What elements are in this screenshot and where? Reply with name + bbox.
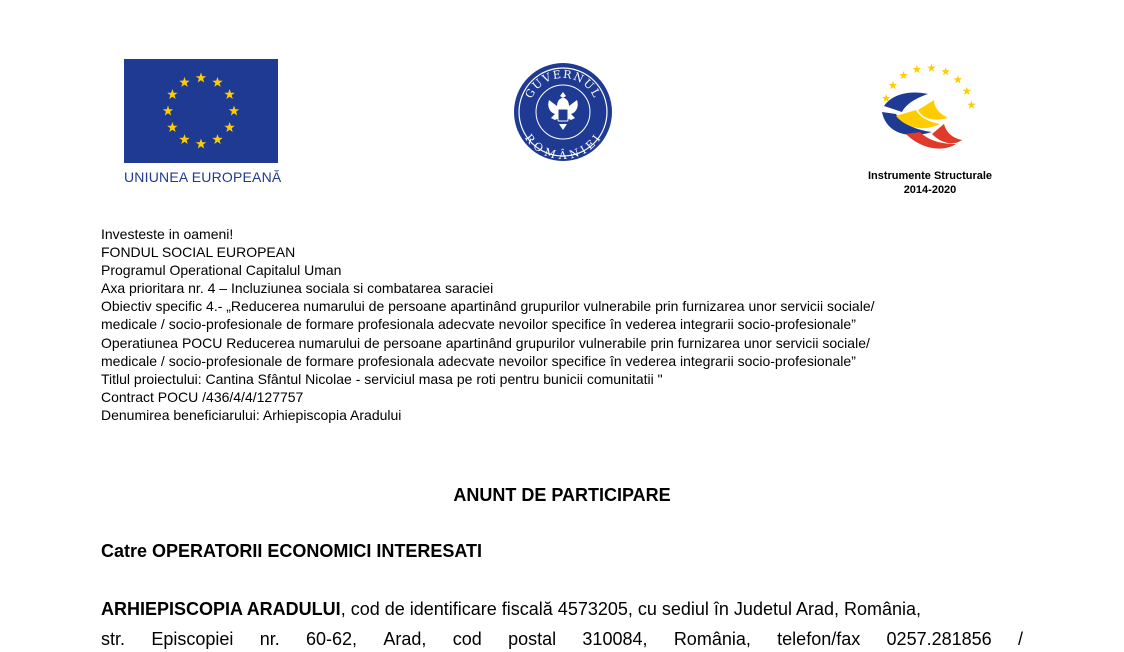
- structural-instruments-logo: [876, 60, 986, 162]
- body-word: 0257.281856: [886, 629, 992, 649]
- project-header: [101, 225, 1061, 424]
- structural-instruments-label-line2: 2014-2020: [903, 184, 957, 196]
- header-line: Obiectiv specific 4.- „Reducerea numarului de persoane apartinând grupurilor vulnerabile prin furnizarea unor servicii sociale/: [101, 298, 875, 315]
- is-star-icon: [913, 65, 922, 73]
- notice-body: [101, 594, 1023, 652]
- body-line-2: [101, 624, 1023, 652]
- is-star-icon: [967, 101, 976, 109]
- is-star-icon: [889, 81, 898, 89]
- header-line: Titlul proiectului: Cantina Sfântul Nicolae - serviciul masa pe roti pentru bunicii comunitatii ": [101, 370, 663, 387]
- header-line: Denumirea beneficiarului: Arhiepiscopia Aradului: [101, 406, 402, 423]
- eu-logo-label: UNIUNEA EUROPEANĂ: [124, 169, 282, 185]
- header-line: Programul Operational Capitalul Uman: [101, 262, 342, 279]
- is-star-icon: [899, 71, 908, 79]
- body-word: telefon/fax: [777, 629, 861, 649]
- body-word: Arad,: [383, 629, 427, 649]
- body-word: România,: [673, 629, 751, 649]
- header-line: medicale / socio-profesionale de formare profesionala adecvate nevoilor specifice în vederea integrarii socio-profesionale”: [101, 352, 856, 369]
- body-word: postal: [508, 629, 557, 649]
- notice-title: ANUNT DE PARTICIPARE: [453, 485, 671, 505]
- body-word: nr.: [259, 629, 280, 649]
- header-line: Investeste in oameni!: [101, 226, 234, 242]
- organization-name: ARHIEPISCOPIA ARADULUI: [101, 599, 341, 619]
- is-star-icon: [927, 64, 936, 72]
- header-line: Operatiunea POCU Reducerea numarului de persoane apartinând grupurilor vulnerabile prin furnizarea unor servicii sociale/: [101, 334, 870, 351]
- body-word: cod: [452, 629, 482, 649]
- body-word: 60-62,: [306, 629, 358, 649]
- header-line: medicale / socio-profesionale de formare profesionala adecvate nevoilor specifice în vederea integrarii socio-profesionale”: [101, 316, 856, 333]
- is-star-icon: [941, 67, 950, 75]
- body-word: str.: [101, 629, 126, 649]
- body-word: 310084,: [582, 629, 648, 649]
- body-line-1: [101, 594, 1023, 624]
- is-star-icon: [963, 87, 972, 95]
- header-line: Contract POCU /436/4/4/127757: [101, 388, 304, 405]
- header-line: FONDUL SOCIAL EUROPEAN: [101, 244, 296, 261]
- notice-addressee: Catre OPERATORII ECONOMICI INTERESATI: [101, 541, 483, 561]
- seal-text-bottom: ROMÂNIEI: [522, 131, 605, 162]
- structural-instruments-label: [850, 169, 1010, 197]
- body-line-1-text: , cod de identificare fiscală 4573205, cu sediul în Judetul Arad, România,: [340, 599, 922, 619]
- seal-text-top: GUVERNUL: [522, 67, 604, 101]
- structural-instruments-label-line1: Instrumente Structurale: [867, 170, 993, 182]
- eu-flag-logo: [124, 59, 278, 163]
- is-star-icon: [954, 75, 963, 83]
- government-seal-logo: [513, 62, 613, 162]
- body-word: /: [1017, 629, 1023, 649]
- body-word: Episcopiei: [151, 629, 234, 649]
- header-line: Axa prioritara nr. 4 – Incluziunea sociala si combatarea saraciei: [101, 280, 494, 297]
